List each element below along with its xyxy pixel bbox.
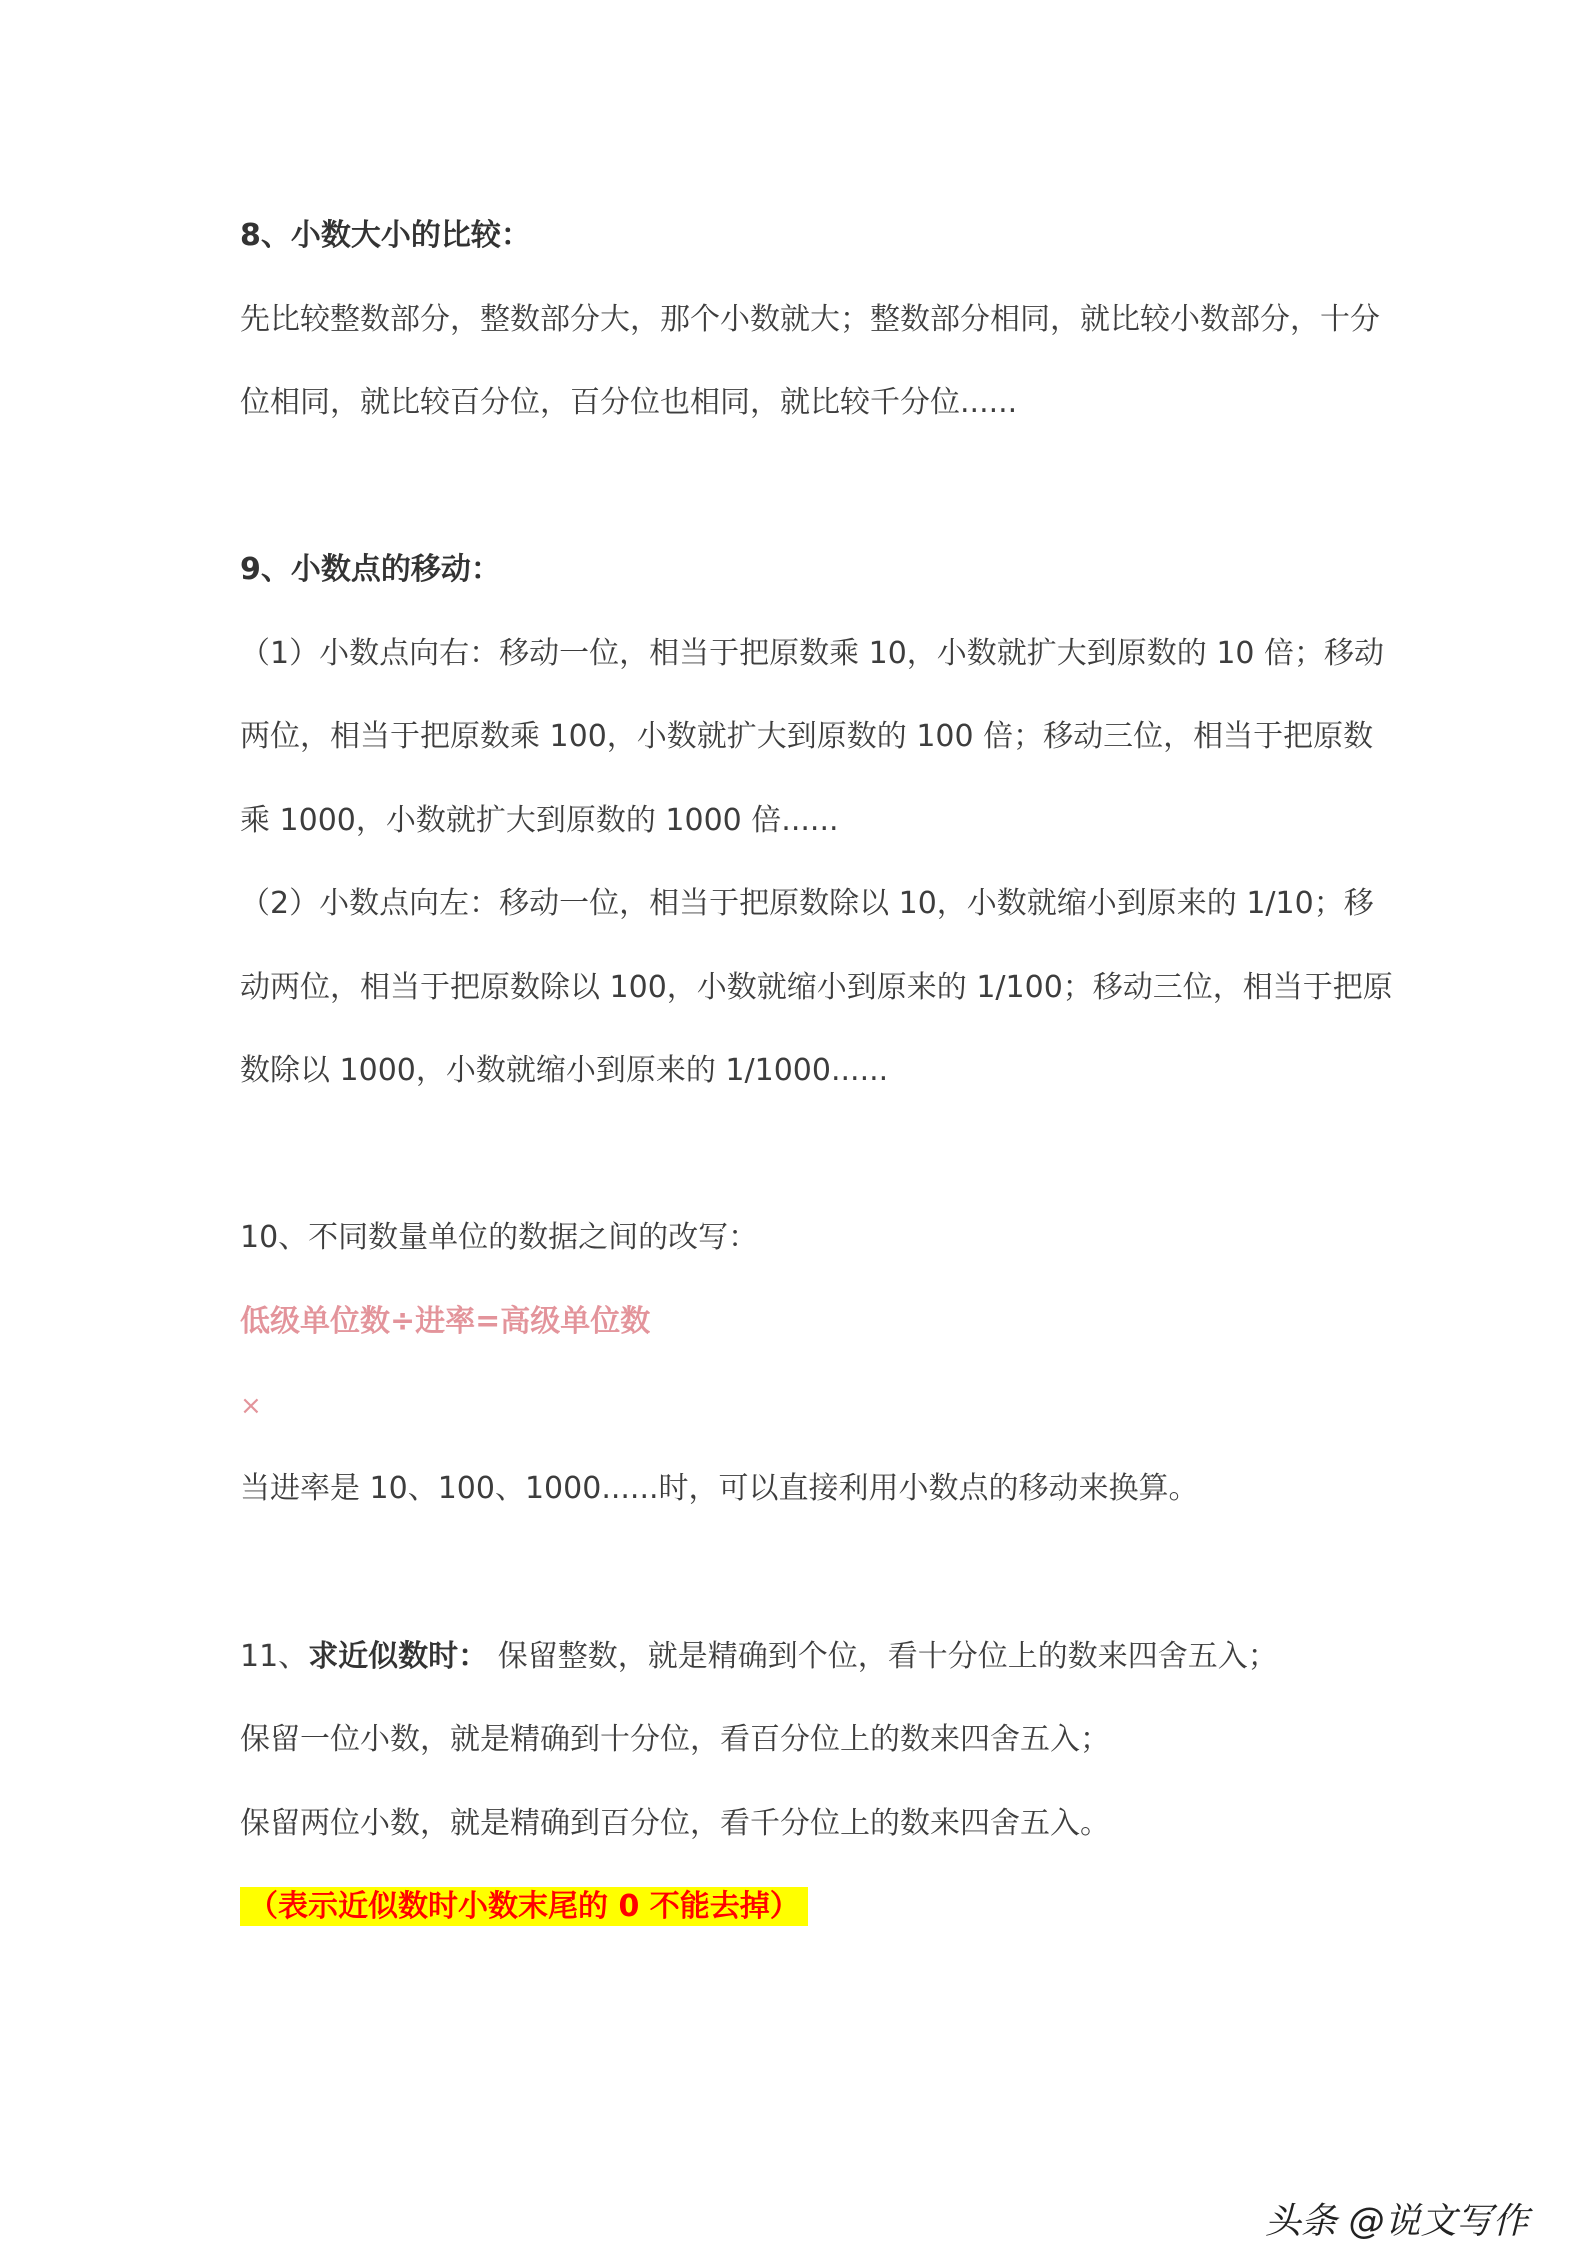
- section-10-note: 当进率是 10、100、1000......时，可以直接利用小数点的移动来换算。: [240, 1471, 1199, 1506]
- section-11-rest: 保留整数，就是精确到个位，看十分位上的数来四舍五入；: [497, 1639, 1278, 1674]
- section-11-highlight-line: [240, 1885, 808, 1929]
- section-11-line-2: 保留一位小数，就是精确到十分位，看百分位上的数来四舍五入；: [240, 1722, 1110, 1757]
- section-9-heading: 9、小数点的移动：: [240, 552, 501, 587]
- section-9-line-2: 两位，相当于把原数乘 100，小数就扩大到原数的 100 倍；移动三位，相当于把原数: [240, 719, 1374, 754]
- section-11-bold-heading: 求近似数时：: [308, 1639, 489, 1674]
- section-8-heading: 8、小数大小的比较：: [240, 218, 531, 253]
- section-9-line-4: （2）小数点向左：移动一位，相当于把原数除以 10，小数就缩小到原来的 1/10；移: [240, 886, 1374, 921]
- section-10-heading: 10、不同数量单位的数据之间的改写：: [240, 1220, 759, 1255]
- section-10-cross-mark: ×: [240, 1391, 262, 1421]
- section-9-line-6: 数除以 1000，小数就缩小到原来的 1/1000......: [240, 1053, 889, 1088]
- section-8-line-1: 先比较整数部分，整数部分大，那个小数就大；整数部分相同，就比较小数部分，十分: [240, 302, 1380, 337]
- section-9-line-1: （1）小数点向右：移动一位，相当于把原数乘 10，小数就扩大到原数的 10 倍；移动: [240, 636, 1385, 671]
- section-11-highlight: （表示近似数时小数末尾的 0 不能去掉）: [240, 1887, 808, 1926]
- section-8-line-2: 位相同，就比较百分位，百分位也相同，就比较千分位......: [240, 385, 1018, 420]
- section-9-line-5: 动两位，相当于把原数除以 100，小数就缩小到原来的 1/100；移动三位，相当于把原: [240, 970, 1393, 1005]
- section-9-line-3: 乘 1000，小数就扩大到原数的 1000 倍......: [240, 803, 839, 838]
- section-10-formula: 低级单位数÷进率=高级单位数: [240, 1304, 651, 1339]
- section-11-first-line: [240, 1635, 1278, 1679]
- section-11-number: 11、: [240, 1639, 309, 1674]
- watermark-text: 头条 @说文写作: [1265, 2201, 1529, 2242]
- section-11-line-3: 保留两位小数，就是精确到百分位，看千分位上的数来四舍五入。: [240, 1806, 1110, 1841]
